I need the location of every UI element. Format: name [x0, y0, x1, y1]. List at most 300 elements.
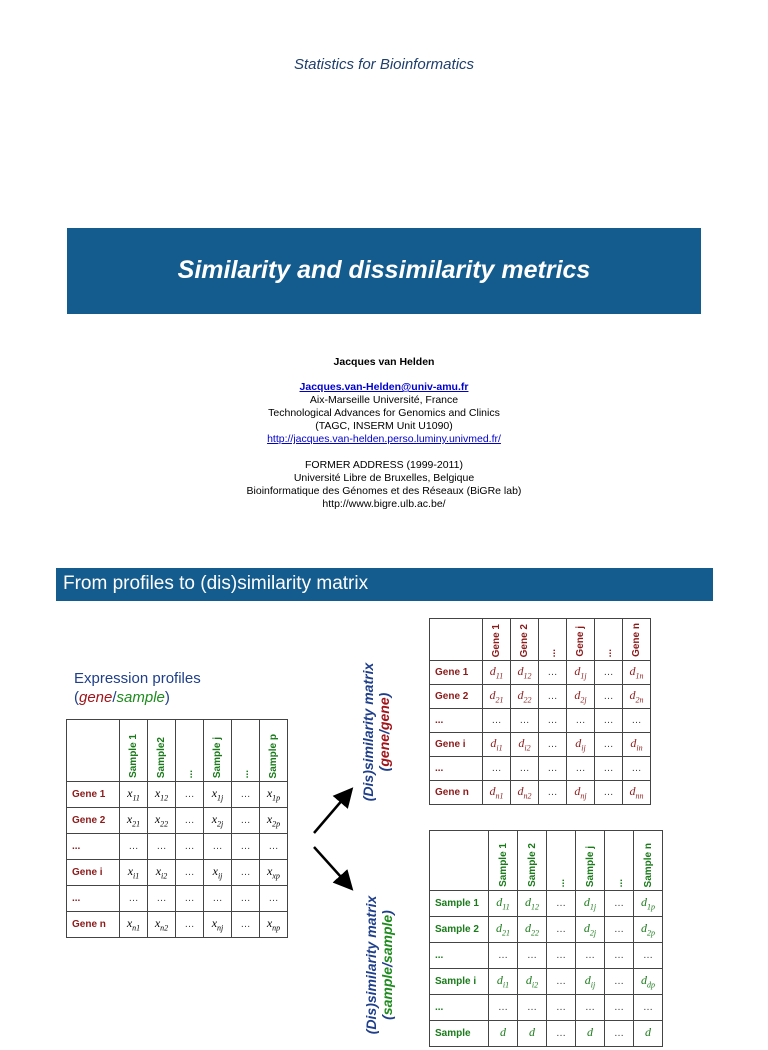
entry-subscript: n2 [160, 923, 169, 933]
entry-subscript: 1n [635, 671, 644, 681]
matrix-entry [629, 664, 644, 681]
table-cell [148, 912, 176, 938]
table-cell [483, 685, 511, 709]
ellipsis: … [184, 867, 195, 878]
entry-symbol: x [154, 786, 161, 801]
table-cell [518, 1021, 547, 1047]
gene-dissimilarity-table [429, 618, 651, 805]
row-header: Gene 2 [67, 808, 120, 834]
table-cell [511, 661, 539, 685]
table-row [430, 709, 651, 733]
table-row [430, 969, 663, 995]
table-cell [204, 834, 232, 860]
entry-symbol: d [641, 921, 647, 936]
paren: ) [379, 910, 395, 915]
entry-subscript: 22 [531, 928, 539, 938]
column-header-label: Sample j [584, 845, 596, 887]
header-row [430, 619, 651, 661]
matrix-entry [126, 916, 141, 933]
matrix-entry [496, 921, 510, 938]
expression-heading [74, 669, 201, 707]
entry-symbol: d [641, 973, 647, 988]
row-header: Gene 2 [430, 685, 483, 709]
entry-subscript: n1 [495, 791, 504, 801]
ellipsis: … [603, 787, 614, 798]
table-row [67, 782, 288, 808]
table-row [430, 757, 651, 781]
entry-subscript: 1j [217, 793, 224, 803]
table-cell [634, 943, 663, 969]
entry-symbol: x [211, 812, 218, 827]
column-header-label: Gene 2 [519, 623, 530, 657]
entry-subscript: 12 [531, 902, 539, 912]
ellipsis: … [547, 787, 558, 798]
entry-symbol: x [127, 786, 133, 801]
table-cell [489, 917, 518, 943]
table-cell [595, 757, 623, 781]
table-cell [204, 886, 232, 912]
ellipsis: … [268, 841, 279, 852]
ellipsis: … [547, 715, 558, 726]
entry-symbol: d [489, 664, 496, 679]
table-cell [518, 969, 547, 995]
table-cell [623, 757, 651, 781]
table-row [430, 917, 663, 943]
row-header: ... [430, 709, 483, 733]
table-cell [634, 891, 663, 917]
ellipsis: … [240, 789, 251, 800]
table-cell [148, 834, 176, 860]
matrix-entry [266, 812, 281, 829]
entry-symbol: d [641, 895, 647, 910]
entry-symbol: d [587, 1025, 593, 1040]
entry-symbol: d [496, 921, 502, 936]
table-row [67, 808, 288, 834]
column-header-label: ... [555, 878, 567, 887]
table-cell [489, 891, 518, 917]
header-row [430, 831, 663, 891]
matrix-entry [518, 736, 531, 753]
ellipsis: … [614, 950, 624, 961]
table-cell [576, 917, 605, 943]
entry-subscript: np [272, 923, 281, 933]
sample-matrix-label-main: (Dis)similarity matrix [363, 895, 379, 1035]
ellipsis: … [603, 691, 614, 702]
entry-subscript: 2p [272, 819, 281, 829]
table-cell [176, 886, 204, 912]
ellipsis: … [184, 919, 195, 930]
column-header [204, 720, 232, 782]
table-cell [120, 886, 148, 912]
table-cell [260, 834, 288, 860]
ellipsis: … [240, 867, 251, 878]
ellipsis: … [240, 893, 251, 904]
row-header: Gene i [67, 860, 120, 886]
table-cell [232, 808, 260, 834]
table-cell [623, 661, 651, 685]
matrix-entry [641, 973, 655, 990]
ellipsis: … [585, 950, 595, 961]
table-cell [176, 860, 204, 886]
gene-matrix-label [360, 657, 400, 807]
table-cell [539, 733, 567, 757]
matrix-entry [154, 916, 169, 933]
ellipsis: … [240, 919, 251, 930]
table-cell [605, 995, 634, 1021]
column-header-label: Sample2 [156, 736, 167, 778]
row-header: ... [67, 886, 120, 912]
matrix-entry [489, 784, 504, 801]
table-cell [511, 709, 539, 733]
matrix-entry [575, 736, 586, 753]
table-cell [260, 860, 288, 886]
matrix-entry [525, 895, 539, 912]
matrix-entry [154, 812, 169, 829]
table-row [430, 685, 651, 709]
entry-symbol: d [583, 921, 590, 936]
table-cell [547, 995, 576, 1021]
affiliation-line: (TAGC, INSERM Unit U1090) [315, 420, 453, 432]
table-cell [176, 912, 204, 938]
table-cell [539, 661, 567, 685]
entry-symbol: x [127, 864, 134, 879]
table-row [67, 834, 288, 860]
corner-cell [430, 831, 489, 891]
column-header-label: Sample 1 [128, 734, 139, 778]
arrow-to-sample-matrix [314, 847, 350, 887]
ellipsis: … [614, 924, 624, 935]
column-header [539, 619, 567, 661]
row-header: ... [430, 757, 483, 781]
table-cell [547, 891, 576, 917]
table-cell [204, 782, 232, 808]
entry-symbol: d [583, 895, 590, 910]
table-row [67, 886, 288, 912]
matrix-entry [496, 973, 510, 990]
table-row [430, 781, 651, 805]
matrix-entry [574, 784, 587, 801]
entry-subscript: 11 [495, 671, 504, 681]
row-header: Gene 1 [430, 661, 483, 685]
table-cell [232, 860, 260, 886]
table-cell [623, 733, 651, 757]
column-header-label: ... [603, 648, 614, 657]
table-cell [489, 969, 518, 995]
entry-subscript: i2 [161, 871, 168, 881]
matrix-entry [641, 921, 655, 938]
entry-subscript: 2j [217, 819, 224, 829]
sample-word: sample [379, 914, 395, 964]
table-cell [148, 808, 176, 834]
entry-subscript: ij [581, 743, 586, 753]
table-cell [204, 860, 232, 886]
column-header [518, 831, 547, 891]
column-header [605, 831, 634, 891]
table-cell [595, 733, 623, 757]
ellipsis: … [519, 715, 530, 726]
table-cell [260, 886, 288, 912]
ellipsis: … [240, 841, 251, 852]
corner-cell [430, 619, 483, 661]
entry-subscript: 11 [502, 902, 510, 912]
entry-symbol: d [574, 664, 581, 679]
entry-symbol: d [500, 1025, 506, 1040]
ellipsis: … [556, 1028, 566, 1039]
entry-symbol: d [496, 895, 503, 910]
entry-subscript: nj [580, 791, 587, 801]
row-header: Sample 1 [430, 891, 489, 917]
table-row [430, 995, 663, 1021]
table-cell [176, 808, 204, 834]
matrix-entry [266, 916, 281, 933]
former-address-line: Université Libre de Bruxelles, Belgique [293, 472, 475, 484]
entry-symbol: x [266, 812, 273, 827]
entry-symbol: d [517, 784, 524, 799]
table-cell [483, 733, 511, 757]
column-header-label: Sample 2 [526, 843, 538, 887]
ellipsis: … [184, 893, 195, 904]
ellipsis: … [156, 841, 167, 852]
author-name: Jacques van Helden [333, 356, 435, 368]
table-cell [511, 757, 539, 781]
table-cell [148, 886, 176, 912]
email-link[interactable]: Jacques.van-Helden@univ-amu.fr [299, 381, 469, 393]
column-header [260, 720, 288, 782]
entry-subscript: 21 [132, 819, 141, 829]
entry-subscript: n1 [132, 923, 141, 933]
table-cell [483, 661, 511, 685]
sample-dissimilarity-table [429, 830, 663, 1047]
former-address-line: FORMER ADDRESS (1999-2011) [305, 459, 463, 471]
entry-subscript: xp [272, 871, 280, 881]
entry-subscript: i2 [524, 743, 531, 753]
table-row [430, 891, 663, 917]
matrix-entry [574, 664, 587, 681]
table-cell [232, 782, 260, 808]
matrix-entry [267, 864, 280, 881]
entry-symbol: d [629, 664, 636, 679]
table-row [430, 1021, 663, 1047]
table-cell [489, 995, 518, 1021]
table-cell [232, 912, 260, 938]
table-cell [576, 969, 605, 995]
row-header: Sample 2 [430, 917, 489, 943]
page-title: Similarity and dissimilarity metrics [177, 256, 591, 284]
entry-symbol: d [518, 736, 525, 751]
entry-subscript: 1j [589, 902, 597, 912]
entry-symbol: x [154, 916, 161, 931]
ellipsis: … [614, 898, 624, 909]
table-cell [489, 1021, 518, 1047]
ellipsis: … [614, 1002, 624, 1013]
former-address-link[interactable]: http://www.bigre.ulb.ac.be/ [322, 498, 446, 510]
paren: ) [164, 689, 170, 706]
table-cell [547, 917, 576, 943]
table-cell [634, 969, 663, 995]
table-cell [605, 1021, 634, 1047]
entry-symbol: d [629, 784, 636, 799]
table-cell [567, 709, 595, 733]
ellipsis: … [603, 763, 614, 774]
matrix-entry [211, 786, 224, 803]
ellipsis: … [556, 976, 566, 987]
gene-word: gene [376, 733, 392, 767]
ellipsis: … [603, 715, 614, 726]
entry-subscript: in [636, 743, 643, 753]
matrix-entry [583, 921, 597, 938]
column-header [176, 720, 204, 782]
section-banner [56, 568, 713, 601]
table-cell [489, 943, 518, 969]
section-title: From profiles to (dis)similarity matrix [63, 573, 369, 594]
entry-subscript: 2n [635, 695, 644, 705]
column-header [232, 720, 260, 782]
column-header-label: Gene j [575, 626, 586, 657]
column-header-label: Gene n [631, 623, 642, 657]
corner-cell [67, 720, 120, 782]
table-cell [483, 781, 511, 805]
gene-matrix-label-main: (Dis)similarity matrix [360, 662, 376, 802]
entry-symbol: x [155, 864, 162, 879]
matrix-entry [127, 864, 140, 881]
ellipsis: … [498, 950, 508, 961]
entry-subscript: nn [635, 791, 644, 801]
ellipsis: … [498, 1002, 508, 1013]
table-cell [623, 781, 651, 805]
entry-symbol: d [575, 736, 582, 751]
entry-symbol: d [525, 921, 531, 936]
matrix-entry [496, 895, 510, 912]
ellipsis: … [556, 950, 566, 961]
entry-symbol: x [266, 916, 273, 931]
table-row [67, 912, 288, 938]
matrix-entry [584, 973, 596, 990]
author-block [0, 356, 768, 511]
entry-symbol: x [267, 864, 273, 879]
matrix-entry [587, 1025, 593, 1039]
table-cell [634, 995, 663, 1021]
matrix-entry [489, 664, 504, 681]
former-address-line: Bioinformatique des Génomes et des Réseaux (BiGRe lab) [246, 485, 522, 497]
ellipsis: … [491, 763, 502, 774]
entry-symbol: d [645, 1025, 651, 1040]
ellipsis: … [556, 898, 566, 909]
matrix-entry [583, 895, 597, 912]
column-header [623, 619, 651, 661]
column-header [489, 831, 518, 891]
matrix-entry [212, 864, 223, 881]
row-header: Sample [430, 1021, 489, 1047]
column-header-label: Sample j [212, 736, 223, 778]
column-header [567, 619, 595, 661]
table-cell [567, 661, 595, 685]
affiliation-line: Technological Advances for Genomics and Clinics [268, 407, 500, 419]
ellipsis: … [547, 763, 558, 774]
entry-symbol: d [489, 688, 496, 703]
column-header-label: ... [547, 648, 558, 657]
entry-subscript: n2 [523, 791, 532, 801]
affiliation-line: Aix-Marseille Université, France [309, 394, 459, 406]
table-cell [120, 912, 148, 938]
matrix-entry [154, 786, 169, 803]
ellipsis: … [156, 893, 167, 904]
matrix-entry [645, 1025, 651, 1039]
table-cell [260, 912, 288, 938]
ellipsis: … [527, 950, 537, 961]
table-cell [204, 808, 232, 834]
table-row [67, 860, 288, 886]
header-row [67, 720, 288, 782]
matrix-entry [126, 812, 141, 829]
ellipsis: … [556, 1002, 566, 1013]
column-header [547, 831, 576, 891]
table-cell [518, 891, 547, 917]
ellipsis: … [614, 1028, 624, 1039]
matrix-entry [517, 784, 532, 801]
expression-heading-title: Expression profiles [74, 670, 201, 687]
ellipsis: … [603, 739, 614, 750]
entry-symbol: d [629, 688, 636, 703]
ellipsis: … [556, 924, 566, 935]
table-row [430, 733, 651, 757]
table-cell [605, 969, 634, 995]
table-cell [539, 781, 567, 805]
entry-symbol: d [574, 688, 581, 703]
table-cell [511, 781, 539, 805]
ellipsis: … [643, 950, 653, 961]
table-cell [547, 1021, 576, 1047]
table-cell [483, 757, 511, 781]
row-header: Gene 1 [67, 782, 120, 808]
table-cell [567, 685, 595, 709]
ellipsis: … [128, 893, 139, 904]
column-header [120, 720, 148, 782]
column-header-label: Sample p [268, 733, 279, 778]
table-cell [176, 782, 204, 808]
entry-subscript: 1p [272, 793, 281, 803]
table-cell [176, 834, 204, 860]
matrix-entry [211, 812, 224, 829]
table-cell [605, 891, 634, 917]
table-cell [634, 1021, 663, 1047]
entry-symbol: x [126, 812, 133, 827]
ellipsis: … [643, 1002, 653, 1013]
table-cell [518, 943, 547, 969]
entry-subscript: dp [647, 980, 655, 990]
matrix-entry [630, 736, 643, 753]
column-header [634, 831, 663, 891]
table-cell [539, 685, 567, 709]
row-header: ... [430, 943, 489, 969]
matrix-entry [629, 688, 644, 705]
matrix-entry [629, 784, 644, 801]
homepage-link[interactable]: http://jacques.van-helden.perso.luminy.univmed.fr/ [267, 433, 501, 445]
table-cell [595, 661, 623, 685]
entry-symbol: x [266, 786, 273, 801]
table-cell [595, 709, 623, 733]
entry-symbol: x [126, 916, 133, 931]
table-cell [232, 886, 260, 912]
table-cell [576, 891, 605, 917]
ellipsis: … [212, 893, 223, 904]
ellipsis: … [184, 841, 195, 852]
row-header: Gene n [430, 781, 483, 805]
matrix-entry [641, 895, 655, 912]
table-cell [518, 917, 547, 943]
entry-subscript: 21 [502, 928, 510, 938]
column-header [595, 619, 623, 661]
paren: ( [379, 1015, 395, 1020]
